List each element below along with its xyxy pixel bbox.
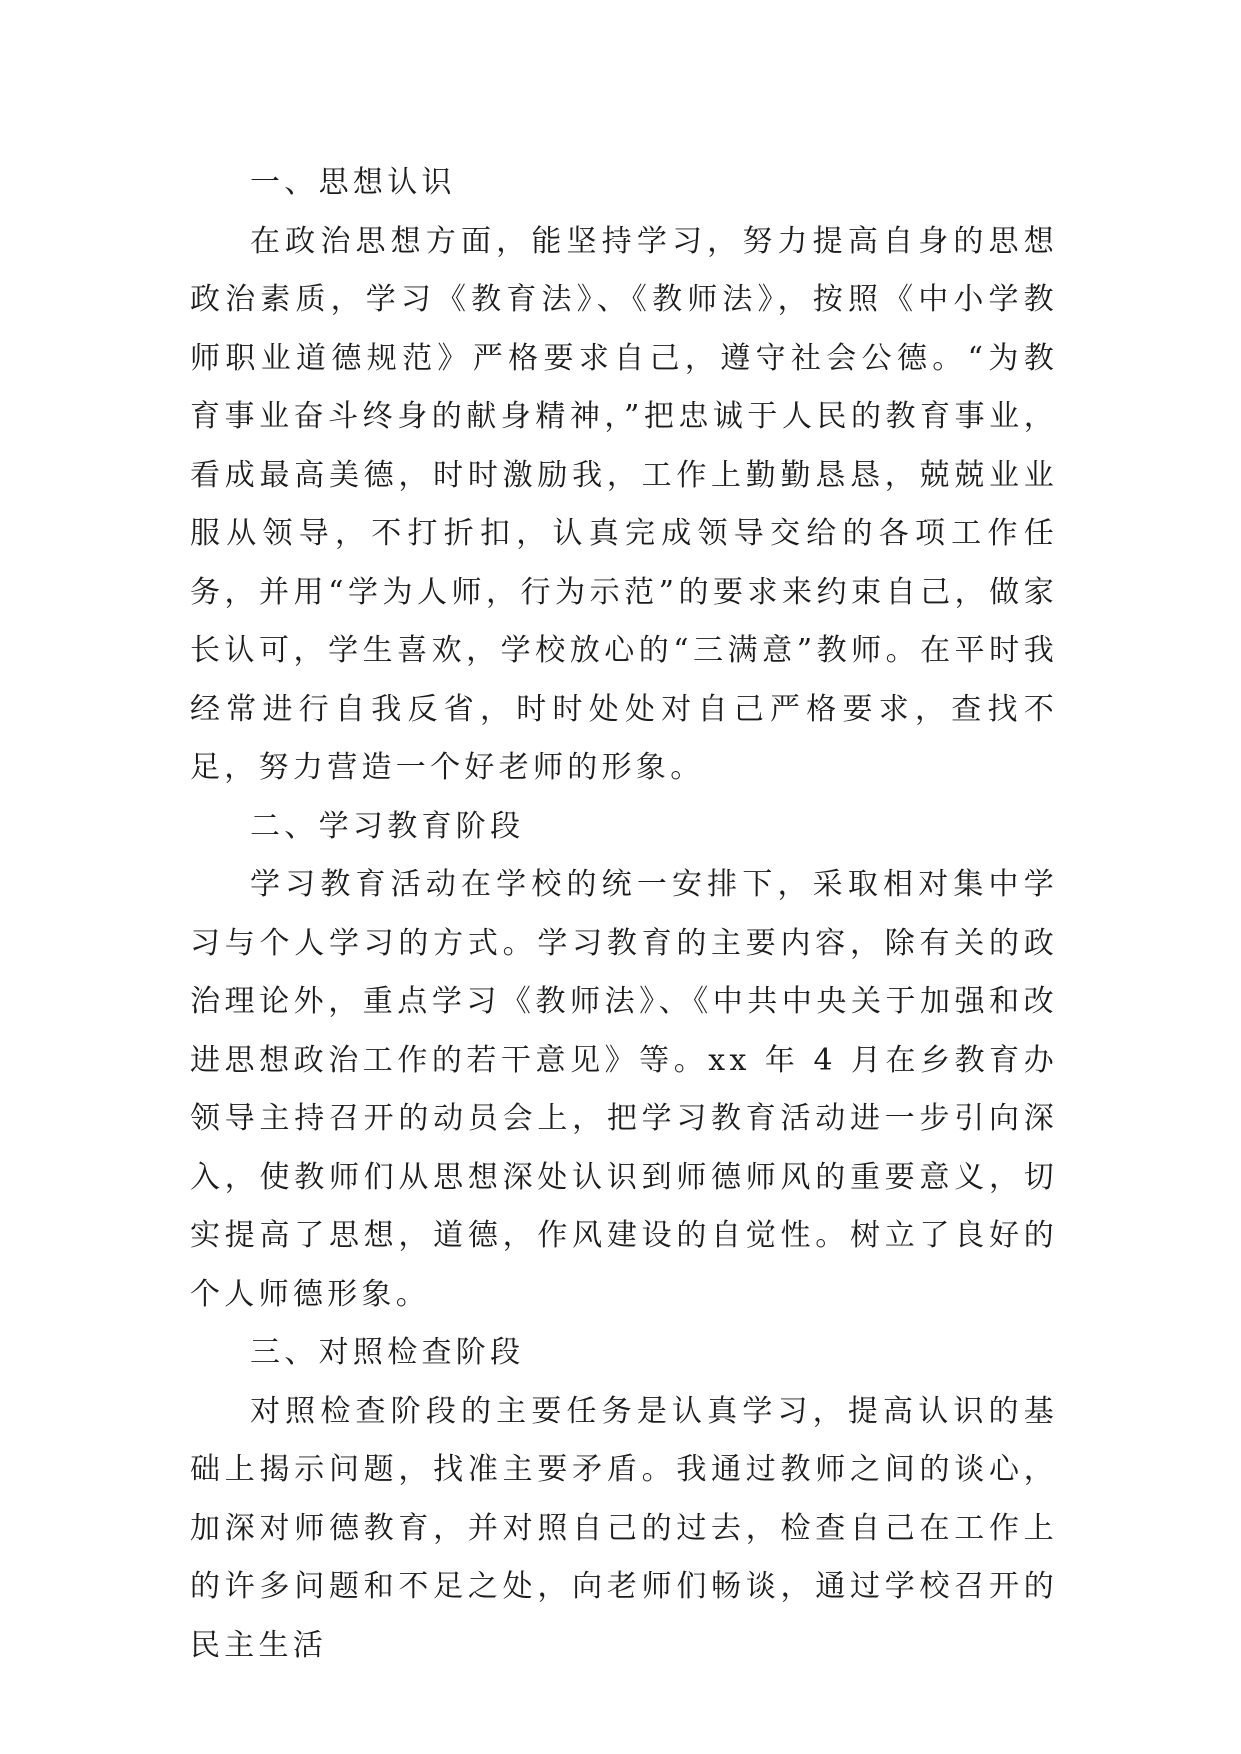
section-heading: 二、学习教育阶段: [250, 808, 525, 844]
document-body: [190, 154, 1058, 1675]
section-heading: 三、对照检查阶段: [250, 1335, 525, 1370]
paragraph: 在政治思想方面，能坚持学习，努力提高自身的思想政治素质，学习《教育法》、《教师法》，按照《中小学教师职业道德规范》严格要求自己，遵守社会公德。“为教育事业奋斗终身的献身精神，”把忠诚于人民的教育事业，看成最高美德，时时激励我，工作上勤勤恳恳，兢兢业业服从领导，不打折扣，认真完成领导交给的各项工作任务，并用“学为人师，行为示范”的要求来约束自己，做家长认可，学生喜欢，学校放心的“三满意”教师。在平时我经常进行自我反省，时时处处对自己严格要求，查找不足，努力营造一个好老师的形象。: [190, 223, 1058, 785]
section-heading: 一、思想认识: [250, 165, 456, 200]
paragraph: 对照检查阶段的主要任务是认真学习，提高认识的基础上揭示问题，找准主要矛盾。我通过教师之间的谈心，加深对师德教育，并对照自己的过去，检查自己在工作上的许多问题和不足之处，向老师们畅谈，通过学校召开的民主生活: [190, 1393, 1058, 1663]
paragraph: 学习教育活动在学校的统一安排下，采取相对集中学习与个人学习的方式。学习教育的主要内容，除有关的政治理论外，重点学习《教师法》、《中共中央关于加强和改进思想政治工作的若干意见》等。xx 年 4 月在乡教育办领导主持召开的动员会上，把学习教育活动进一步引向深入，使教师们从思想深处认识到师德师风的重要意义，切实提高了思想，道德，作风建设的自觉性。树立了良好的个人师德形象。: [190, 867, 1058, 1312]
